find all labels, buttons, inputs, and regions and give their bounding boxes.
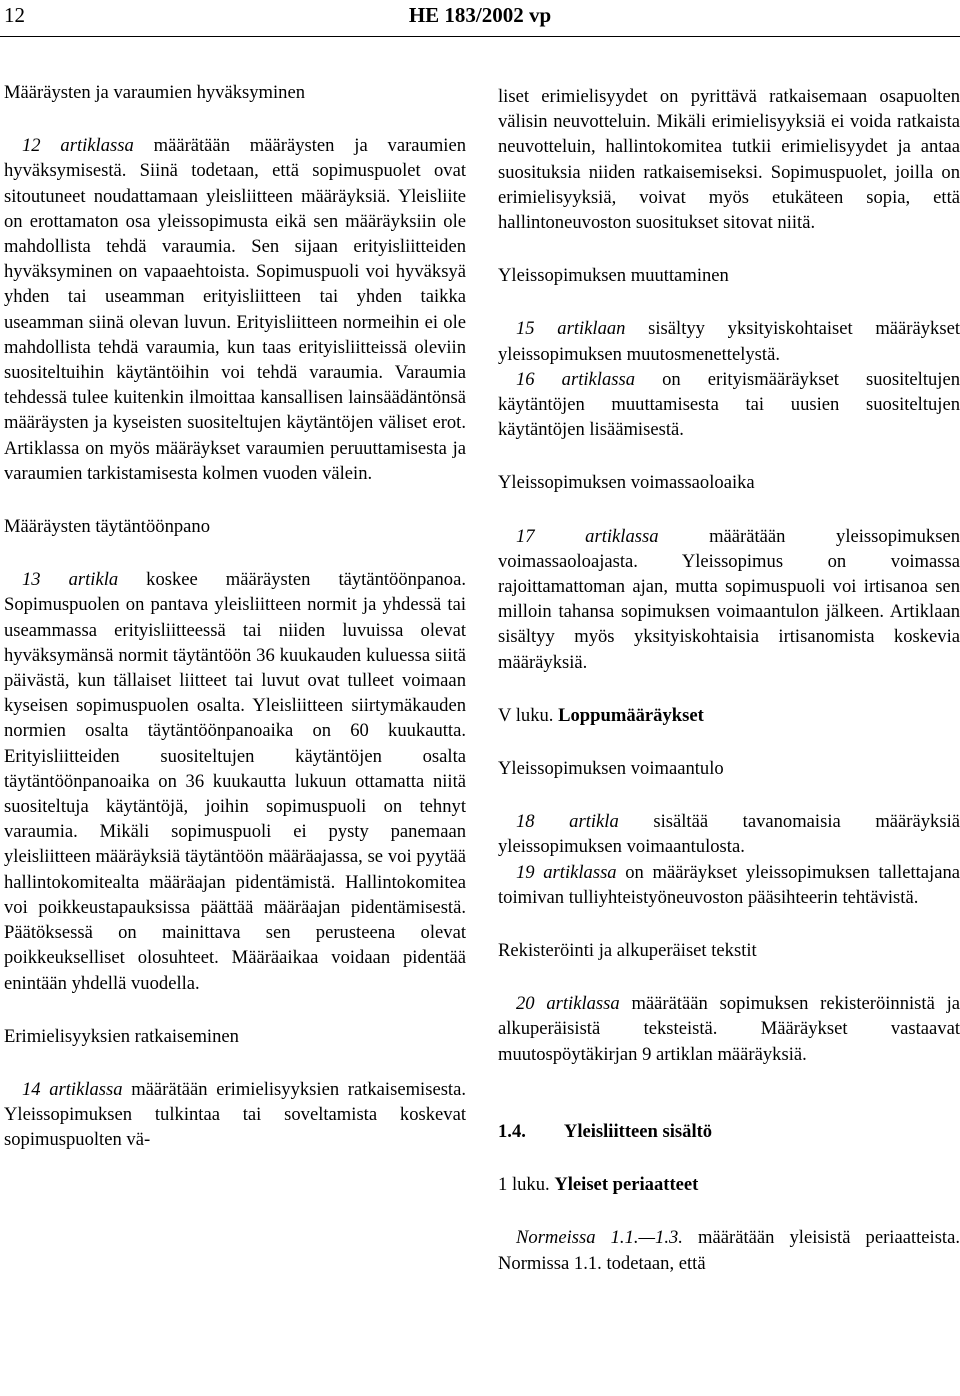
chapter-heading xyxy=(498,1172,960,1197)
section-heading: Yleissopimuksen voimassaoloaika xyxy=(498,472,755,494)
paragraph: Normeissa 1.1.—1.3. määrätään yleisistä periaatteista. Normissa 1.1. todetaan, että xyxy=(498,1227,960,1274)
paragraph: 19 artiklassa on määräykset yleissopimuksen tallettajana toimivan tulliyhteistyöneuvoston pääsihteerin tehtävistä. xyxy=(498,861,960,908)
chapter-label: V luku. xyxy=(498,704,554,726)
article-ref: 14 artiklassa xyxy=(22,1078,123,1100)
page-number: 12 xyxy=(4,3,25,27)
paragraph: 17 artiklassa määrätään yleissopimuksen voimassaoloajasta. Yleissopimus on voimassa rajoittamattoman ajan, mutta sopimuspuoli voi irtisanoa sen milloin tahansa sopimuksen voimaantulon jälkeen. Artiklaan sisältyy myös yksityiskohtaisia irtisanomista koskevia määräyksiä. xyxy=(498,525,960,673)
paragraph: 16 artiklassa on erityismääräykset suositeltujen käytäntöjen muuttamisesta tai uusien suositeltujen käytäntöjen lisäämisestä. xyxy=(498,368,960,441)
chapter-heading xyxy=(498,703,960,728)
paragraph: 15 artiklaan sisältyy yksityiskohtaiset määräykset yleissopimuksen muutosmenettelystä. xyxy=(498,318,960,365)
section-heading: Erimielisyyksien ratkaiseminen xyxy=(4,1025,239,1047)
header-rule xyxy=(0,36,960,37)
left-column xyxy=(4,80,466,1153)
article-ref: 16 artiklassa xyxy=(516,368,636,390)
article-ref: 18 artikla xyxy=(516,811,619,833)
paragraph: 12 artiklassa määrätään määräysten ja varaumien hyväksymisestä. Siinä todetaan, että sopimuspuolet ovat sitoutuneet noudattamaan yleisliitteen määräyksiä. Yleisliite on erottamaton osa yleissopimusta eikä sen määräyksiin ole mahdollista tehdä varaumia. Sen sijaan erityisliitteiden hyväksyminen on vapaaehtoista. Sopimuspuoli voi hyväksyä yhden tai useamman erityisliitteen tai yhden taikka useamman siinä olevan luvun. Erityisliitteen normeihin ei ole mahdollista tehdä varaumia, kun taas erityisliitteissä oleviin suositeltuihin käytäntöihin voi tehdä varaumia. Varaumia tehdessä tulee kuitenkin ilmoittaa kansallisen lainsäädäntönsä määräysten ja kyseisten suositeltujen käytäntöjen väliset erot. Artiklassa on myös määräykset varaumien peruuttamisesta ja varaumien tarkistamisesta kolmen vuoden välein. xyxy=(4,135,467,484)
section-heading: Rekisteröinti ja alkuperäiset tekstit xyxy=(498,940,757,962)
paragraph: liset erimielisyydet on pyrittävä ratkaisemaan osapuolten välisin neuvotteluin. Mikäli erimielisyyksiä ei voida ratkaista neuvotteluin, hallintokomitea tutkii erimielisyydet ja antaa suosituksia niiden ratkaisemiseksi. Sopimuspuolet, joilla on erimielisyyksiä, voivat myös etukäteen sopia, että hallintoneuvoston suositukset sitovat niitä. xyxy=(498,86,960,234)
document-id: HE 183/2002 vp xyxy=(408,3,552,27)
subsection-number: 1.4. xyxy=(498,1120,526,1142)
article-ref: 12 artiklassa xyxy=(22,135,134,157)
article-ref: Normeissa 1.1.—1.3. xyxy=(516,1227,683,1249)
subsection-heading xyxy=(498,1119,960,1144)
chapter-title: Loppumääräykset xyxy=(558,704,704,726)
section-heading: Määräysten ja varaumien hyväksyminen xyxy=(4,82,306,103)
paragraph: 18 artikla sisältää tavanomaisia määräyksiä yleissopimuksen voimaantulosta. xyxy=(498,811,960,858)
article-ref: 13 artikla xyxy=(22,569,119,591)
paragraph: 20 artiklassa määrätään sopimuksen rekisteröinnistä ja alkuperäisistä teksteistä. Määräykset vastaavat muutospöytäkirjan 9 artiklan määräyksiä. xyxy=(498,993,960,1065)
paragraph: 13 artikla koskee määräysten täytäntöönpanoa. Sopimuspuolen on pantava yleisliitteen normit ja yhdessä tai useammassa erityisliitteessä tai niiden luvuissa olevat hyväksymänsä normit täytäntöön 36 kuukauden kuluessa siitä päivästä, kun tällaiset liitteet tai luvut ovat tulleet voimaan kyseisen sopimuspuolen osalta. Yleisliitteen siirtymäkauden normien osalta täytäntöönpanoaika on 60 kuukautta. Erityisliitteiden suositeltujen käytäntöjen osalta täytäntöönpanoaika on 36 kuukautta lukuun ottamatta niitä suositeltuja käytäntöjä, joihin sopimuspuoli on tehnyt varaumia. Mikäli sopimuspuoli ei pysty panemaan yleisliitteen määräyksiä täytäntöön määräajassa, se voi pyytää hallintokomitealta määräajan pidentämistä. Hallintokomitea voi poikkeustapauksissa päättää määräajan pidentämisestä. Päätöksessä on mainittava sen perusteena olevat poikkeukselliset olosuhteet. Määräaikaa voidaan pidentää enintään yhdellä vuodella. xyxy=(4,569,466,994)
section-heading: Yleissopimuksen voimaantulo xyxy=(498,758,724,780)
paragraph: 14 artiklassa määrätään erimielisyyksien ratkaisemisesta. Yleissopimuksen tulkintaa tai soveltamista koskevat sopimuspuolten vä- xyxy=(4,1078,466,1151)
chapter-label: 1 luku. xyxy=(498,1174,550,1196)
subsection-title: Yleisliitteen sisältö xyxy=(563,1120,713,1142)
page-header xyxy=(0,0,960,40)
article-ref: 19 artiklassa xyxy=(516,861,617,883)
article-ref: 20 artiklassa xyxy=(516,993,620,1015)
right-column xyxy=(498,84,960,1276)
chapter-title: Yleiset periaatteet xyxy=(554,1174,699,1196)
article-ref: 17 artiklassa xyxy=(516,525,659,547)
section-heading: Määräysten täytäntöönpano xyxy=(4,516,211,538)
section-heading: Yleissopimuksen muuttaminen xyxy=(498,265,729,287)
article-ref: 15 artiklaan xyxy=(516,318,626,340)
